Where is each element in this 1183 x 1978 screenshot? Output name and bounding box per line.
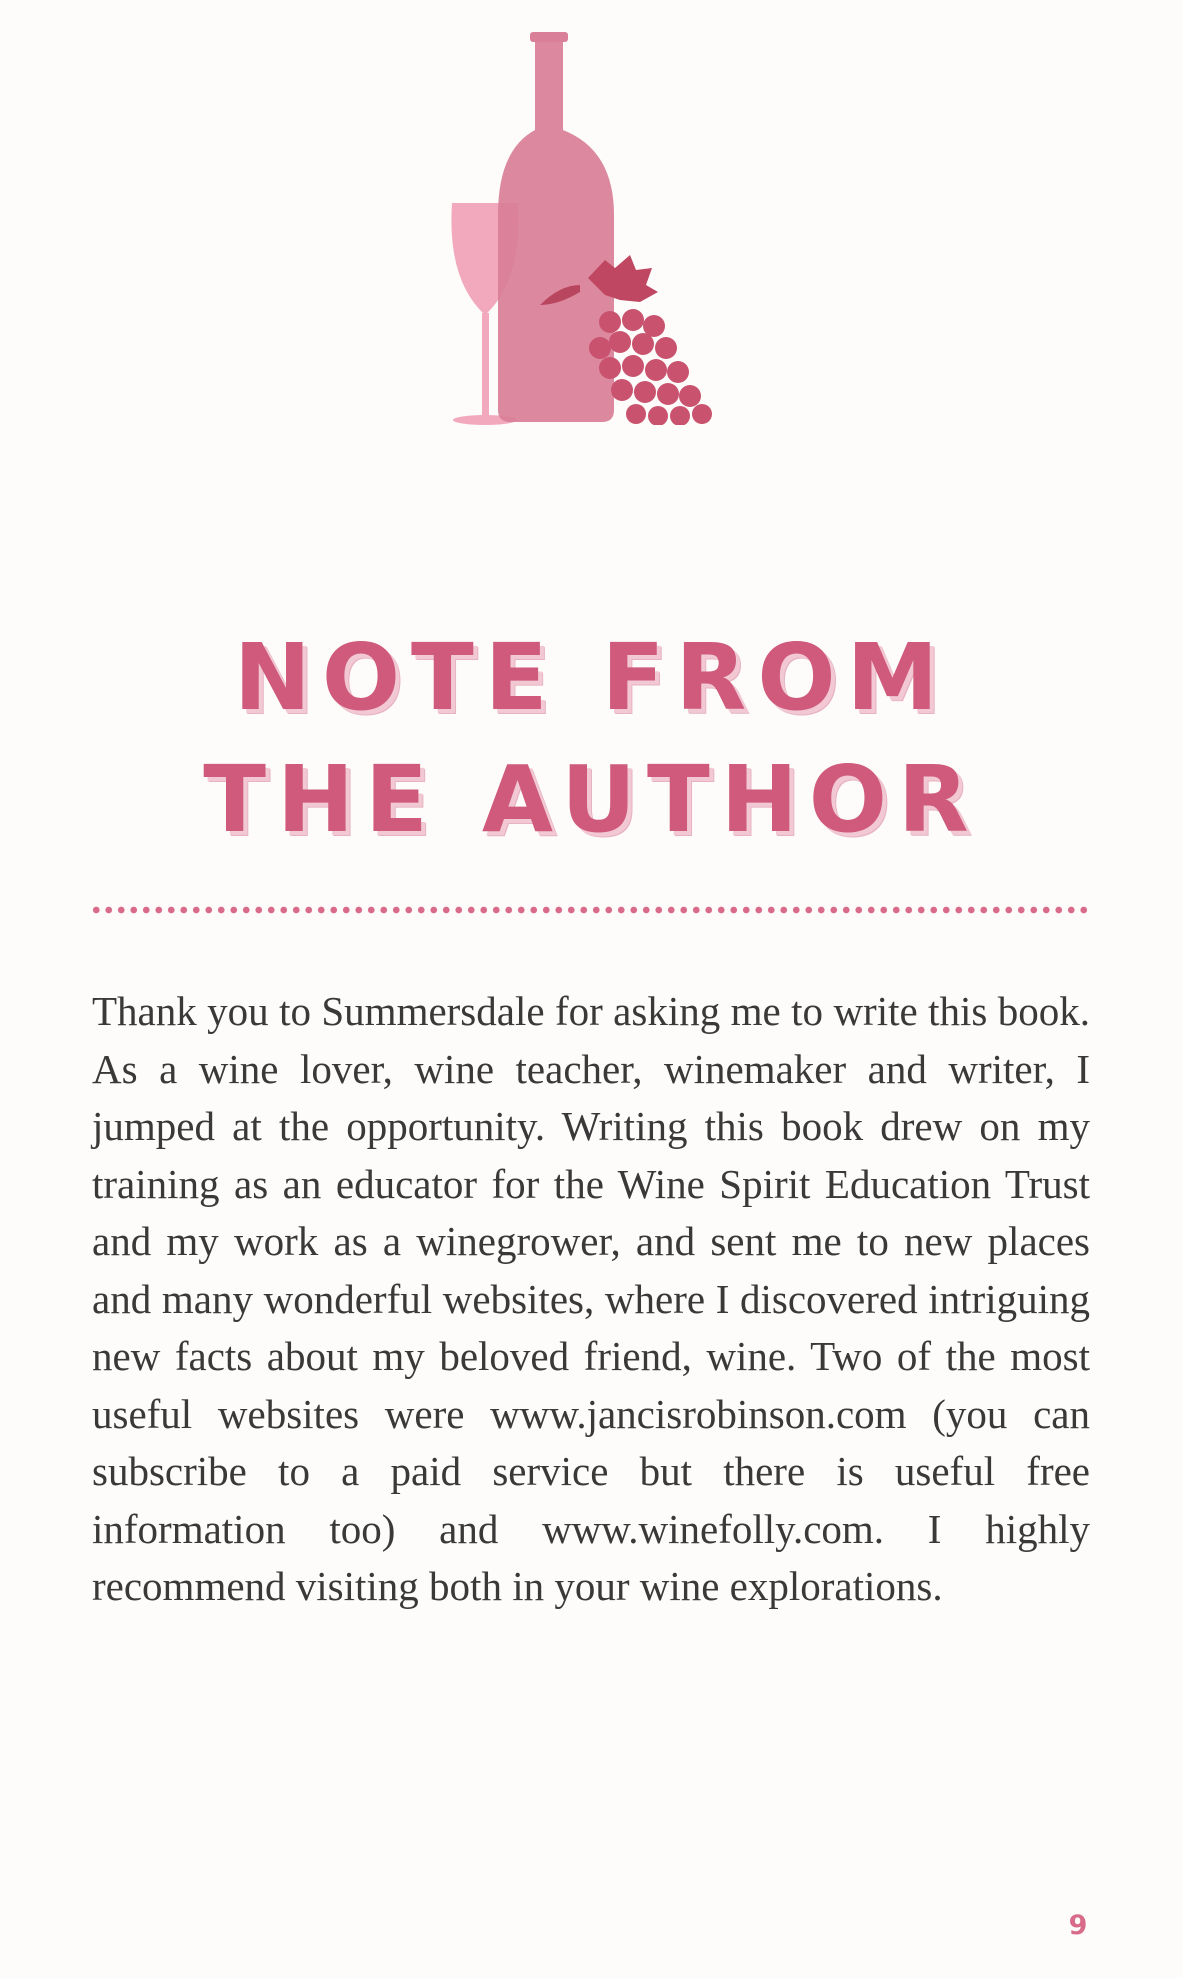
wine-illustration [440,30,740,425]
body-paragraph: Thank you to Summersdale for asking me to write this book. As a wine lover, wine teacher, winemaker and writer, I jumped at the opportunity. Writing this book drew on my training as an educator for the Wine Spirit Education Trust and my work as a winegrower, and sent me to new places and many wonderful websites, where I discovered intriguing new facts about my beloved friend, wine. Two of the most useful websites were www.jancisrobinson.com (you can subscribe to a paid service but there is useful free information too) and www.winefolly.com. I highly recommend visiting both in your wine explorations. [92,988,1090,1609]
page-number: 9 [1068,1910,1088,1941]
dotted-divider [90,905,1090,915]
page-title [0,617,1183,861]
title-line-2: THE AUTHOR [203,745,980,853]
title-line-1: NOTE FROM [233,623,950,731]
wine-bottle-icon [498,32,614,422]
